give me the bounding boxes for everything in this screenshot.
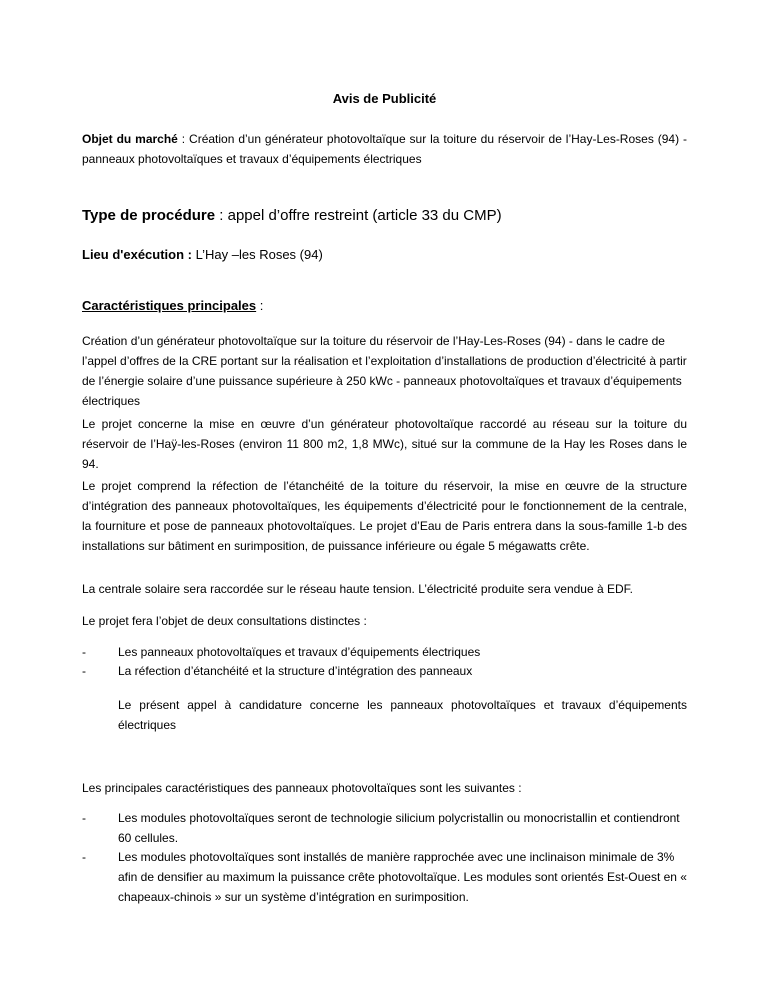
list-dash: - (82, 811, 86, 825)
paragraph-consultations: Le projet fera l’objet de deux consultations distinctes : (82, 614, 367, 628)
paragraph-creation: Création d’un générateur photovoltaïque sur la toiture du réservoir de l’Hay-Les-Roses (94) - dans le cadre de l’appel d’offres de la CRE portant sur la réalisation et l’exploitation d’installations de production d’électricité à partir de l’énergie solaire d’une puissance supérieure à 250 kWc - panneaux photovoltaïques et travaux d’équipements électriques (82, 334, 687, 408)
list-dash: - (82, 850, 86, 864)
paragraph-candidature: Le présent appel à candidature concerne les panneaux photovoltaïques et travaux d’équipements électriques (118, 698, 687, 732)
procedure-text: : appel d’offre restreint (article 33 du CMP) (215, 207, 502, 224)
lieu-text: L’Hay –les Roses (94) (195, 247, 323, 262)
module-item-1: Les modules photovoltaïques seront de technologie silicium polycristallin ou monocristallin et contiendront 60 cellules. (118, 811, 680, 845)
objet-sep: : (177, 132, 190, 146)
objet-text: Création d’un générateur photovoltaïque sur la toiture du réservoir de l’Hay-Les-Roses (94) - panneaux photovoltaïques et travaux d’équipements électriques (82, 132, 687, 166)
caracteristiques-sep: : (256, 298, 264, 313)
paragraph-principales: Les principales caractéristiques des panneaux photovoltaïques sont les suivantes : (82, 781, 522, 795)
consultation-item-1: Les panneaux photovoltaïques et travaux d’équipements électriques (118, 645, 481, 659)
paragraph-comprend: Le projet comprend la réfection de l’étanchéité de la toiture du réservoir, la mise en œuvre de la structure d’intégration des panneaux photovoltaïques, les équipements d’électricité pour le fonctionnement de la centrale, la fourniture et pose de panneaux photovoltaïques. Le projet d’Eau de Paris entrera dans la sous-famille 1-b des installations sur bâtiment en surimposition, de puissance inférieure ou égale 5 mégawatts crête. (82, 479, 687, 553)
paragraph-centrale: La centrale solaire sera raccordée sur le réseau haute tension. L’électricité produite sera vendue à EDF. (82, 582, 633, 596)
list-dash: - (82, 664, 86, 678)
caracteristiques-heading (82, 296, 687, 316)
module-item-2: Les modules photovoltaïques sont installés de manière rapprochée avec une inclinaison minimale de 3% afin de densifier au maximum la puissance crête photovoltaïque. Les modules sont orientés Est-Ouest en « chapeaux-chinois » sur un système d’intégration en surimposition. (118, 850, 687, 904)
objet-paragraph (82, 129, 687, 169)
procedure-label: Type de procédure (82, 207, 216, 224)
paragraph-projet: Le projet concerne la mise en œuvre d’un générateur photovoltaïque raccordé au réseau sur la toiture du réservoir de l’Haÿ-les-Roses (environ 11 800 m2, 1,8 MWc), situé sur la commune de la Hay les Roses dans le 94. (82, 417, 687, 471)
caracteristiques-label: Caractéristiques principales (82, 298, 257, 313)
document-title: Avis de Publicité (332, 91, 437, 106)
lieu-label: Lieu d'exécution : (82, 247, 196, 262)
list-dash: - (82, 645, 86, 659)
lieu-line (82, 245, 687, 265)
procedure-line (82, 206, 687, 226)
objet-label: Objet du marché (82, 132, 178, 146)
consultation-item-2: La réfection d’étanchéité et la structure d’intégration des panneaux (118, 664, 473, 678)
